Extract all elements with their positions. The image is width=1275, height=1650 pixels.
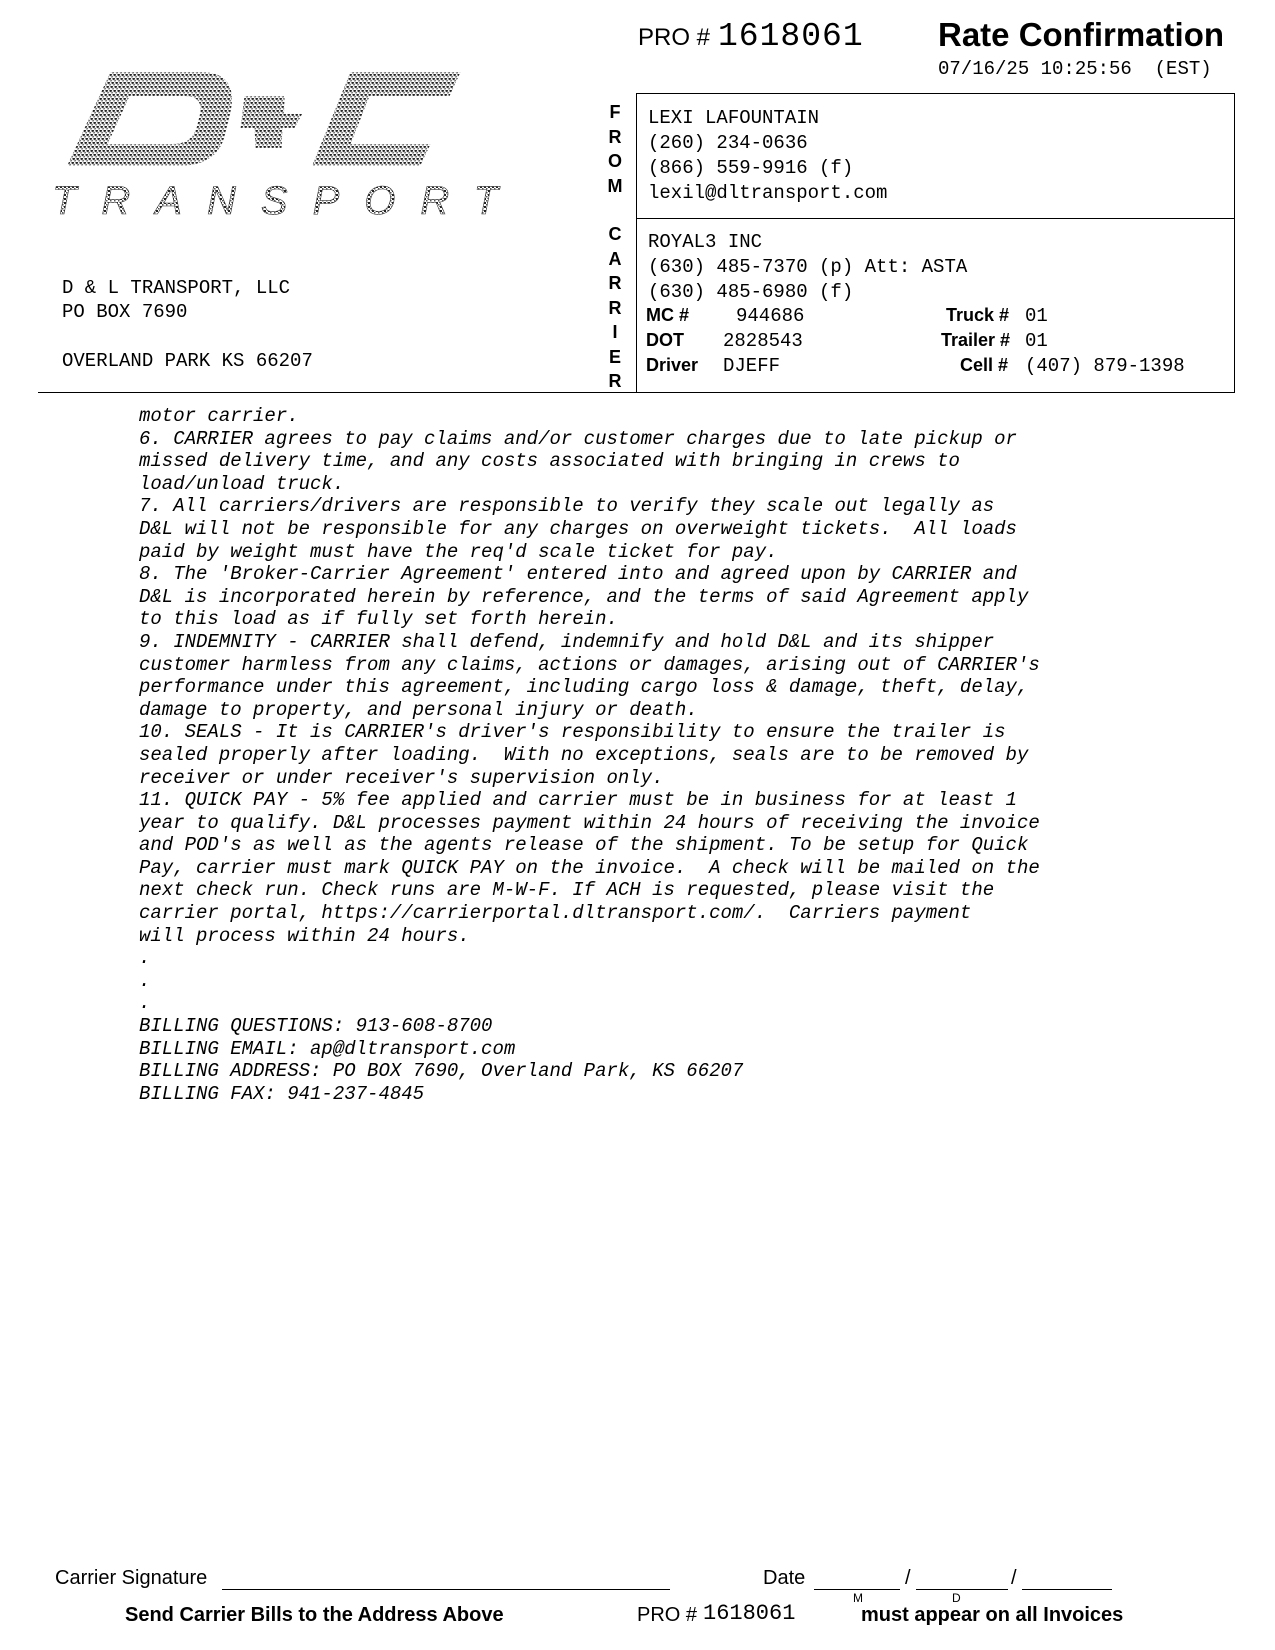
terms-line: will process within 24 hours.	[139, 924, 470, 947]
footer-pro-number: 1618061	[703, 1601, 796, 1626]
signature-line[interactable]	[222, 1589, 670, 1590]
terms-line: 9. INDEMNITY - CARRIER shall defend, indemnify and hold D&L and its shipper	[139, 630, 995, 653]
date-slash: /	[1011, 1567, 1017, 1589]
terms-line: 6. CARRIER agrees to pay claims and/or customer charges due to late pickup or	[139, 427, 1017, 450]
cell-value: (407) 879-1398	[1025, 355, 1185, 377]
send-bills-note: Send Carrier Bills to the Address Above	[125, 1604, 504, 1626]
billing-email: BILLING EMAIL: ap@dltransport.com	[139, 1037, 516, 1060]
billing-questions: BILLING QUESTIONS: 913-608-8700	[139, 1015, 493, 1038]
carrier-phone: (630) 485-7370 (p) Att: ASTA	[648, 256, 968, 278]
dot-label: DOT	[646, 330, 684, 350]
truck-label: Truck #	[946, 305, 1010, 325]
month-label: M	[853, 1591, 863, 1605]
terms-line: load/unload truck.	[139, 472, 345, 495]
terms-line: Pay, carrier must mark QUICK PAY on the invoice. A check will be mailed on the	[139, 856, 1040, 879]
terms-line: year to qualify. D&L processes payment within 24 hours of receiving the invoice	[139, 811, 1040, 834]
date-day-line[interactable]	[916, 1589, 1008, 1590]
page-title: Rate Confirmation	[938, 16, 1225, 53]
from-phone: (260) 234-0636	[648, 132, 808, 154]
carrier-fax: (630) 485-6980 (f)	[648, 281, 854, 303]
terms-line: receiver or under receiver's supervision only.	[139, 766, 664, 789]
terms-line: sealed properly after loading. With no exceptions, seals are to be removed by	[139, 743, 1029, 766]
company-address: PO BOX 7690	[62, 301, 188, 323]
date-year-line[interactable]	[1022, 1589, 1112, 1590]
header-rule	[38, 392, 638, 393]
must-appear-note: must appear on all Invoices	[861, 1604, 1124, 1626]
terms-body	[139, 405, 1040, 1105]
company-logo	[52, 66, 523, 226]
signature-label: Carrier Signature	[55, 1567, 208, 1589]
terms-line: damage to property, and personal injury or death.	[139, 698, 698, 721]
trailer-value: 01	[1025, 330, 1048, 352]
date-slash: /	[905, 1567, 911, 1589]
trailer-label: Trailer #	[941, 330, 1011, 350]
terms-line: D&L will not be responsible for any charges on overweight tickets. All loads	[139, 517, 1017, 540]
pro-number: 1618061	[718, 18, 864, 55]
date-label: Date	[763, 1567, 806, 1589]
terms-line: paid by weight must have the req'd scale ticket for pay.	[139, 540, 778, 563]
pro-label: PRO #	[638, 24, 711, 51]
footer-pro-label: PRO #	[637, 1604, 698, 1626]
terms-line: motor carrier.	[139, 405, 299, 427]
terms-line: performance under this agreement, including cargo loss & damage, theft, delay,	[139, 676, 1029, 699]
terms-line: next check run. Check runs are M-W-F. If ACH is requested, please visit the	[139, 879, 995, 902]
from-vertical-label: F R O M	[607, 102, 623, 196]
billing-fax: BILLING FAX: 941-237-4845	[139, 1082, 425, 1105]
terms-line: .	[139, 947, 151, 970]
day-label: D	[952, 1591, 961, 1605]
terms-line: missed delivery time, and any costs associated with bringing in crews to	[139, 450, 960, 473]
mc-label: MC #	[646, 305, 690, 325]
mc-value: 944686	[736, 305, 805, 327]
terms-line: to this load as if fully set forth herein.	[139, 608, 618, 631]
terms-line: customer harmless from any claims, actions or damages, arising out of CARRIER's	[139, 653, 1040, 676]
date-month-line[interactable]	[814, 1589, 900, 1590]
box-divider	[636, 218, 1235, 219]
terms-line: .	[139, 969, 151, 992]
driver-label: Driver	[646, 355, 699, 375]
company-city-state-zip: OVERLAND PARK KS 66207	[62, 350, 313, 372]
driver-value: DJEFF	[723, 355, 781, 377]
from-fax: (866) 559-9916 (f)	[648, 157, 854, 179]
dot-value: 2828543	[723, 330, 803, 352]
print-datetime: 07/16/25 10:25:56 (EST)	[938, 58, 1212, 80]
dl-logo-graphic	[52, 66, 523, 226]
terms-line: .	[139, 992, 151, 1015]
terms-line: D&L is incorporated herein by reference, and the terms of said Agreement apply	[139, 585, 1029, 608]
logo-wordmark: TRANSPORT	[52, 179, 523, 223]
carrier-vertical-label: C A R R I E R	[608, 224, 622, 391]
terms-line: 10. SEALS - It is CARRIER's driver's responsibility to ensure the trailer is	[139, 721, 1006, 744]
terms-line: 11. QUICK PAY - 5% fee applied and carrier must be in business for at least 1	[139, 789, 1017, 812]
cell-label: Cell #	[960, 355, 1009, 375]
terms-line: 7. All carriers/drivers are responsible to verify they scale out legally as	[139, 495, 995, 518]
from-email: lexil@dltransport.com	[648, 182, 888, 204]
carrier-name: ROYAL3 INC	[648, 231, 763, 253]
from-name: LEXI LAFOUNTAIN	[648, 107, 820, 129]
company-name: D & L TRANSPORT, LLC	[62, 277, 291, 299]
terms-line: carrier portal, https://carrierportal.dltransport.com/. Carriers payment	[139, 902, 972, 925]
truck-value: 01	[1025, 305, 1048, 327]
terms-line: 8. The 'Broker-Carrier Agreement' entered into and agreed upon by CARRIER and	[139, 563, 1017, 586]
billing-address: BILLING ADDRESS: PO BOX 7690, Overland Park, KS 66207	[139, 1060, 744, 1083]
terms-line: and POD's as well as the agents release of the shipment. To be setup for Quick	[139, 834, 1029, 857]
